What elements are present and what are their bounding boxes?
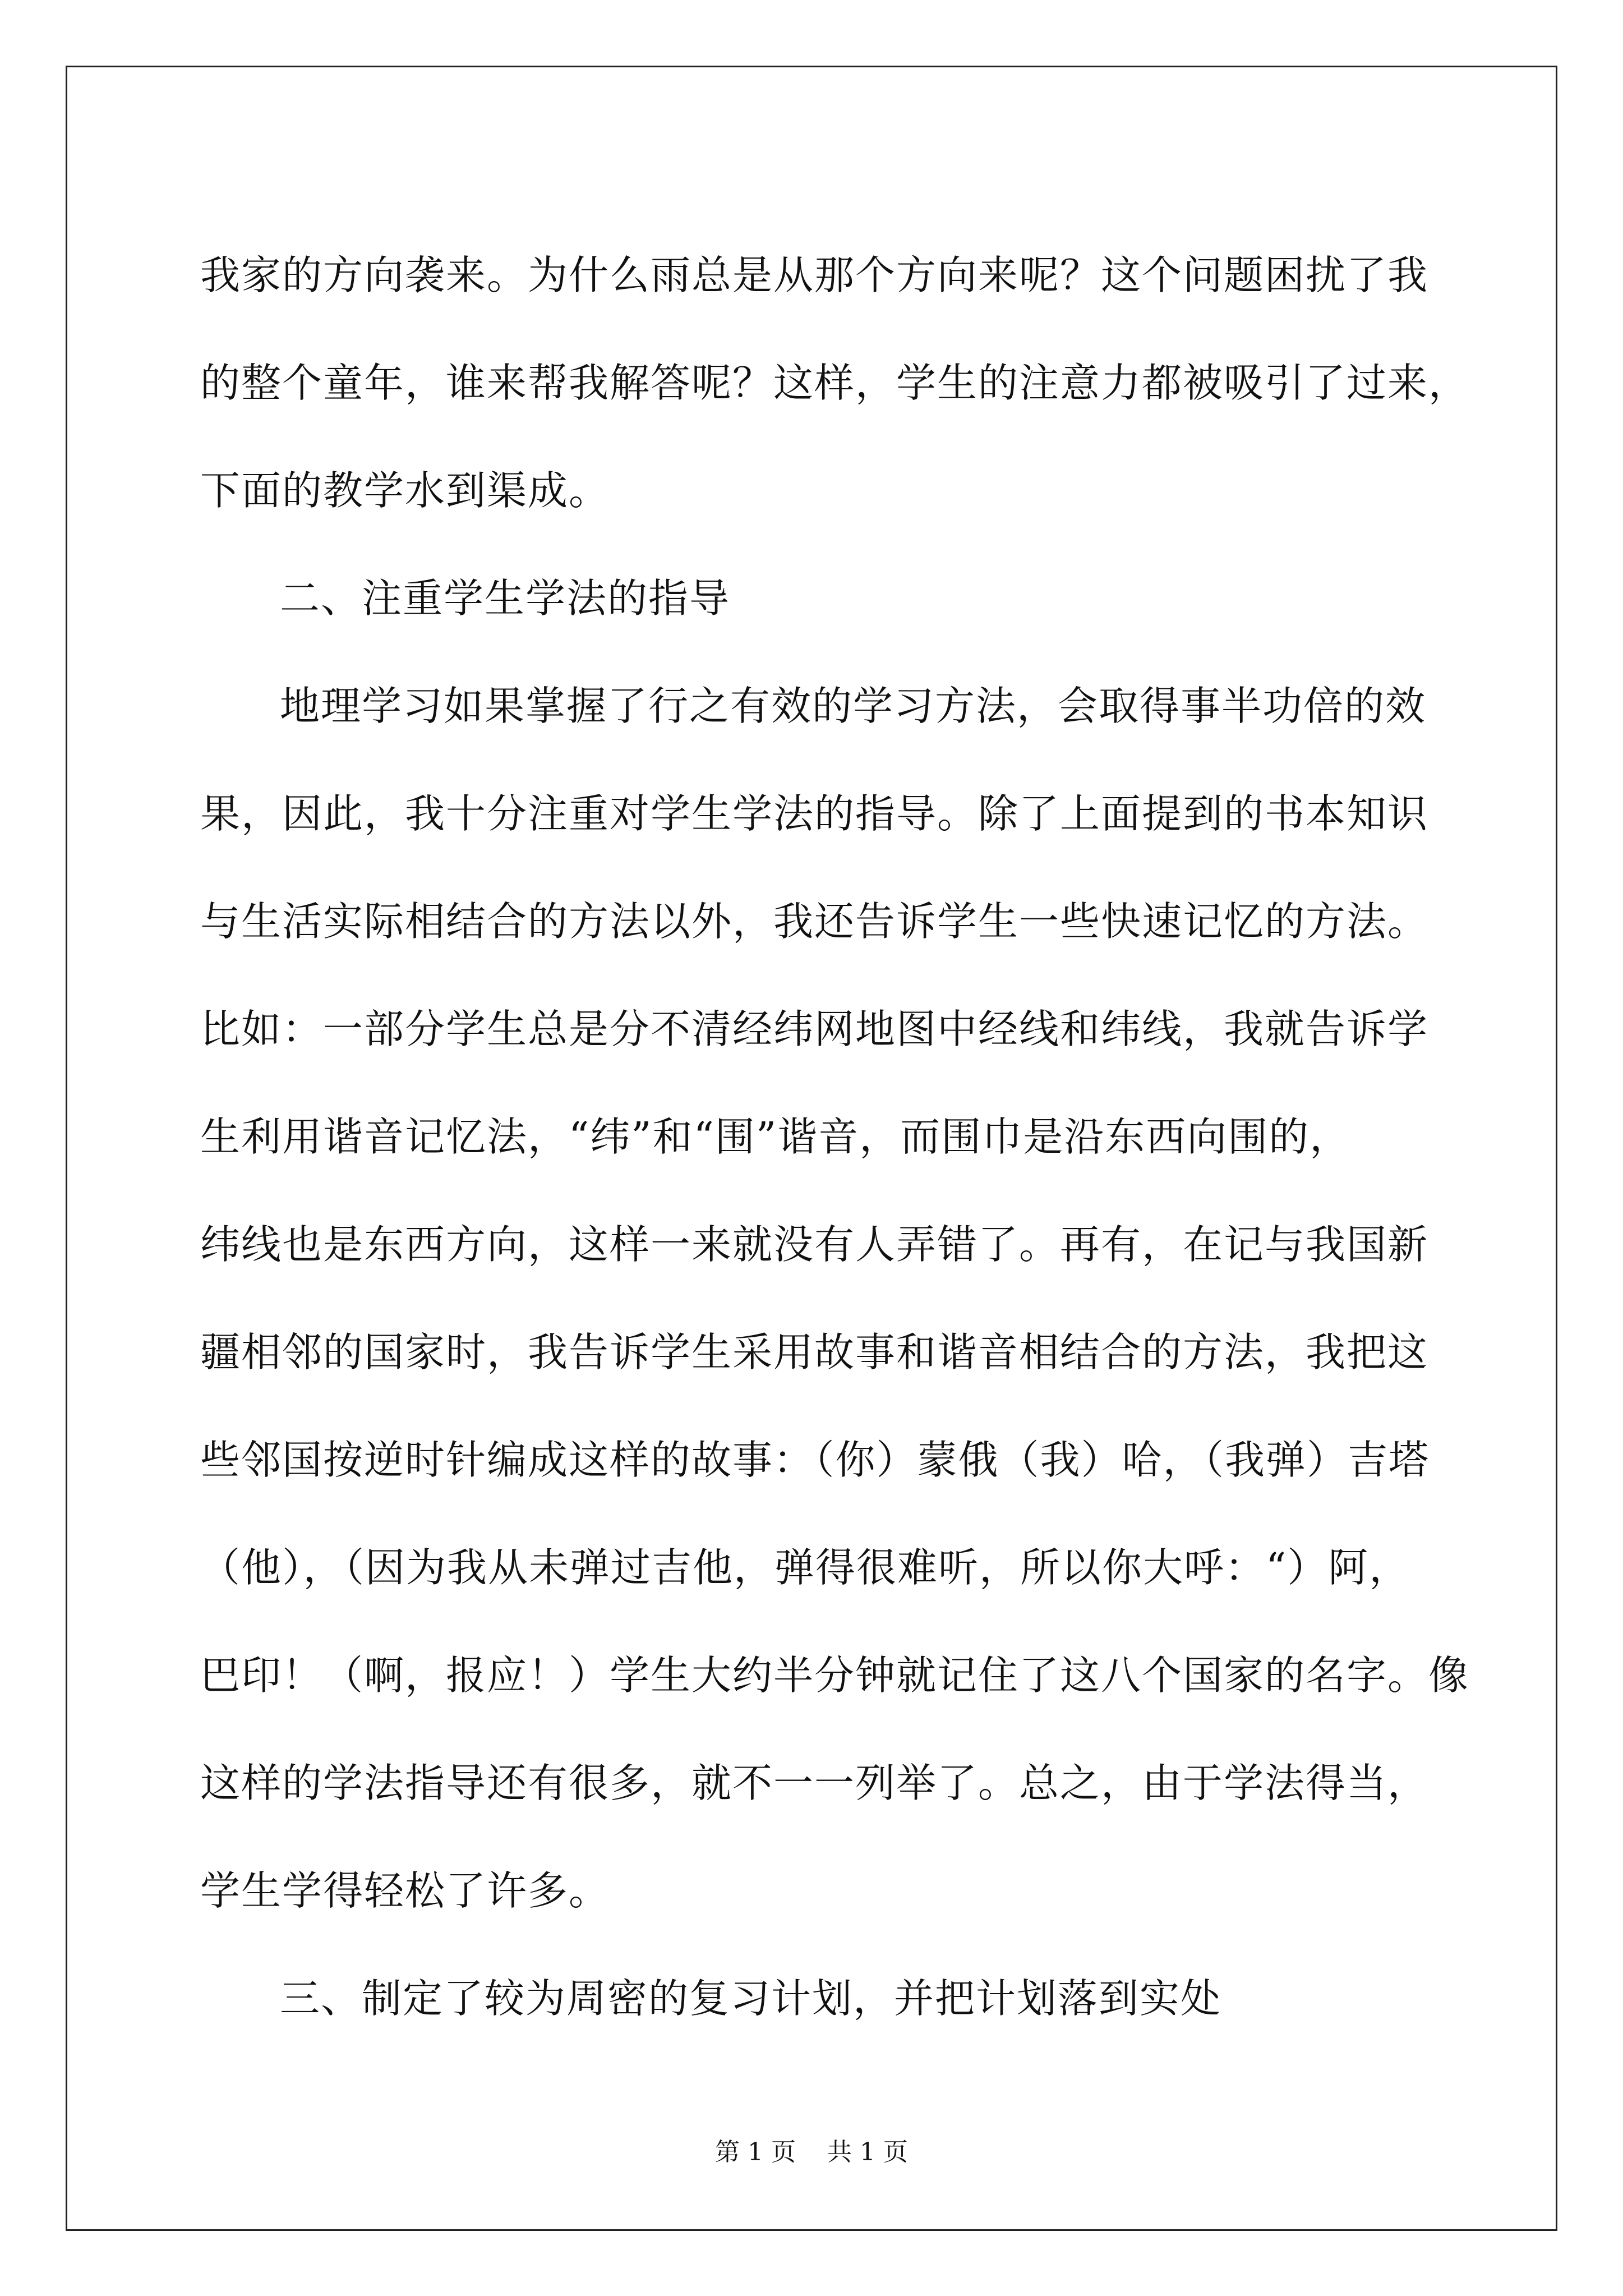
text-line: 纬线也是东西方向，这样一来就没有人弄错了。再有，在记与我国新 <box>200 1221 1429 1268</box>
section-heading-3: 三、制定了较为周密的复习计划，并把计划落到实处 <box>280 1975 1222 2022</box>
text-line: 学生学得轻松了许多。 <box>200 1867 610 1914</box>
section-heading-2: 二、注重学生学法的指导 <box>280 575 731 622</box>
text-line: 疆相邻的国家时，我告诉学生采用故事和谐音相结合的方法，我把这 <box>200 1329 1429 1375</box>
text-line: 比如：一部分学生总是分不清经纬网地图中经线和纬线，我就告诉学 <box>200 1006 1429 1052</box>
text-line: 与生活实际相结合的方法以外，我还告诉学生一些快速记忆的方法。 <box>200 898 1429 945</box>
document-body <box>200 222 1470 2053</box>
text-line: 我家的方向袭来。为什么雨总是从那个方向来呢？这个问题困扰了我 <box>200 252 1429 298</box>
text-line: 这样的学法指导还有很多，就不一一列举了。总之，由于学法得当， <box>200 1760 1429 1806</box>
text-line: 些邻国按逆时针编成这样的故事：（你）蒙俄（我）哈，（我弹）吉塔 <box>200 1437 1430 1483</box>
text-line: 下面的教学水到渠成。 <box>200 467 610 514</box>
text-line: （他），（因为我从未弹过吉他，弹得很难听，所以你大呼：“）阿， <box>200 1544 1410 1591</box>
text-line: 的整个童年，谁来帮我解答呢？这样，学生的注意力都被吸引了过来， <box>200 360 1470 406</box>
text-line: 地理学习如果掌握了行之有效的学习方法，会取得事半功倍的效 <box>280 683 1427 729</box>
page-footer: 第 1 页 共 1 页 <box>715 2138 908 2166</box>
text-line: 巴印！（啊，报应！）学生大约半分钟就记住了这八个国家的名字。像 <box>200 1652 1470 1699</box>
text-line: 果，因此，我十分注重对学生学法的指导。除了上面提到的书本知识 <box>200 790 1429 837</box>
text-line: 生利用谐音记忆法，“纬”和“围”谐音，而围巾是沿东西向围的， <box>200 1114 1351 1160</box>
